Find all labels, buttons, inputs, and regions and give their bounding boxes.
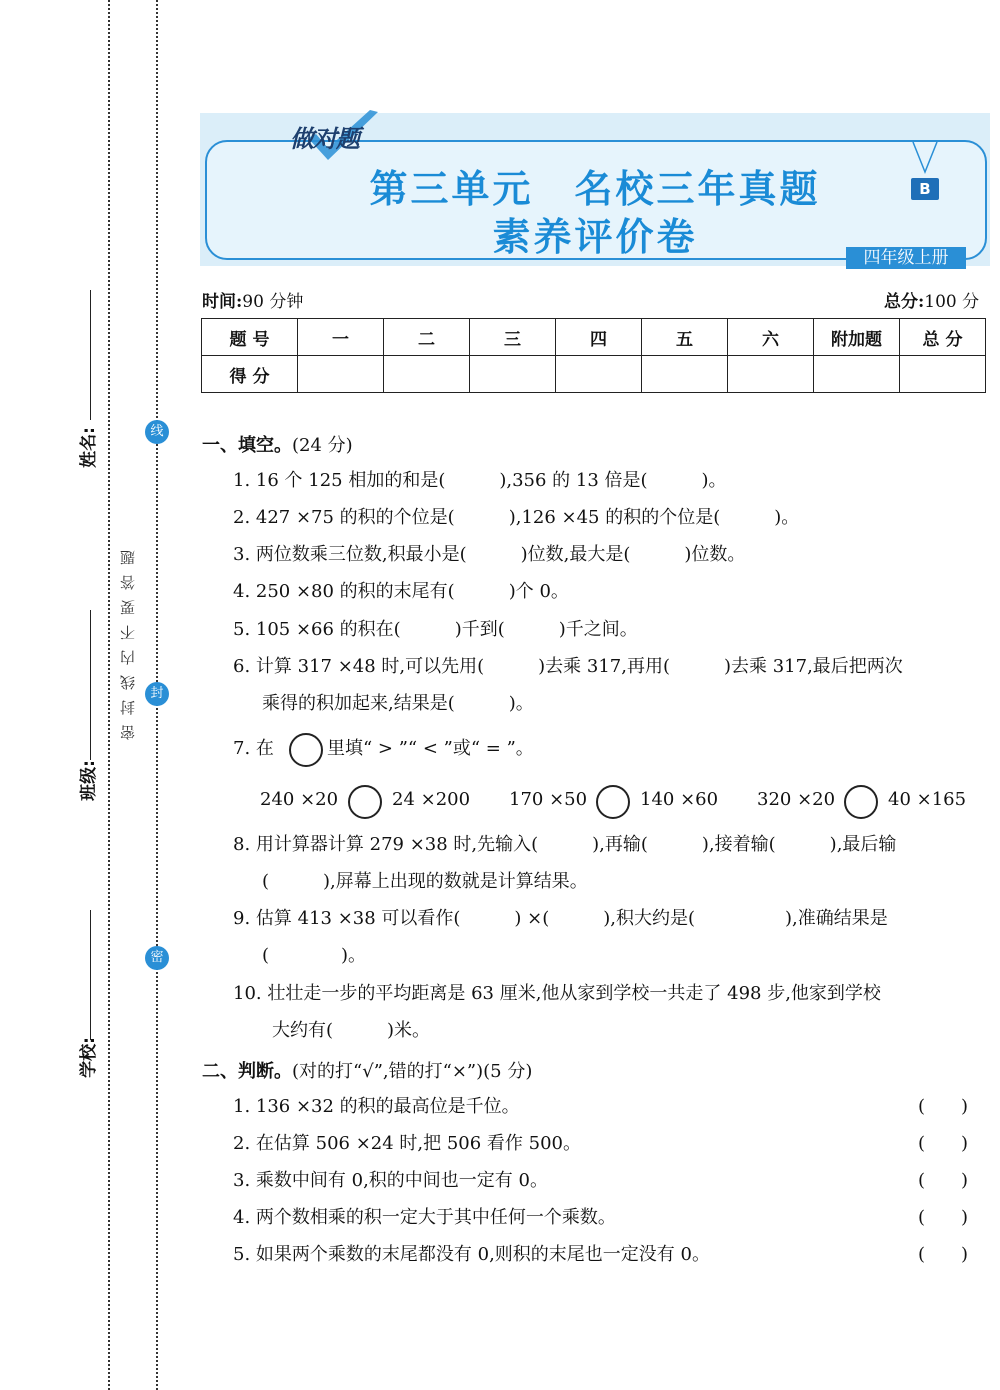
- score-cell[interactable]: [814, 356, 900, 393]
- question-1-9-line2: ( )。: [262, 945, 367, 966]
- score-cell[interactable]: [384, 356, 470, 393]
- score-row-label: 得 分: [202, 356, 298, 393]
- score-cell[interactable]: [900, 356, 986, 393]
- judge-item-5: 5. 如果两个乘数的末尾都没有 0,则积的末尾也一定没有 0。: [233, 1244, 710, 1265]
- question-1-9-line1: 9. 估算 413 ×38 可以看作( ) ×( ),积大约是( ),准确结果是: [233, 908, 888, 929]
- judge-answer-5[interactable]: ( ): [918, 1244, 969, 1265]
- score-header-cell: 六: [728, 319, 814, 356]
- section1-points: (24 分): [292, 435, 353, 456]
- total-info: [884, 287, 979, 312]
- total-value: 100 分: [924, 292, 980, 312]
- compare-3-left: 320 ×20: [757, 789, 836, 810]
- question-1-8-line2: ( ),屏幕上出现的数就是计算结果。: [262, 871, 588, 892]
- compare-1-left: 240 ×20: [260, 789, 339, 810]
- question-1-8-line1: 8. 用计算器计算 279 ×38 时,先输入( ),再输( ),接着输( ),最后输: [233, 834, 897, 855]
- question-1-6-line1: 6. 计算 317 ×48 时,可以先用( )去乘 317,再用( )去乘 317,最后把两次: [233, 656, 903, 677]
- question-1-7-pre: 7. 在: [233, 738, 274, 759]
- class-fill-line: [90, 610, 91, 760]
- compare-1-right: 24 ×200: [392, 789, 471, 810]
- version-tag: B: [911, 178, 939, 200]
- question-1-5: 5. 105 ×66 的积在( )千到( )千之间。: [233, 619, 638, 640]
- compare-1-circle[interactable]: [348, 785, 382, 819]
- score-value-row: [202, 356, 986, 393]
- question-1-4: 4. 250 ×80 的积的末尾有( )个 0。: [233, 581, 569, 602]
- school-label: 学校:: [78, 1037, 99, 1078]
- binding-dotted-line-outer: [108, 0, 110, 1390]
- judge-item-2: 2. 在估算 506 ×24 时,把 506 看作 500。: [233, 1133, 582, 1154]
- score-cell[interactable]: [642, 356, 728, 393]
- judge-answer-2[interactable]: ( ): [918, 1133, 969, 1154]
- question-1-10-line2: 大约有( )米。: [272, 1020, 431, 1041]
- compare-3-right: 40 ×165: [888, 789, 967, 810]
- total-label: 总分:: [884, 292, 925, 312]
- judge-item-3: 3. 乘数中间有 0,积的中间也一定有 0。: [233, 1170, 548, 1191]
- score-cell[interactable]: [470, 356, 556, 393]
- section2-instruction: (对的打“√”,错的打“×”)(5 分): [292, 1061, 533, 1082]
- judge-answer-1[interactable]: ( ): [918, 1096, 969, 1117]
- score-header-cell: 一: [298, 319, 384, 356]
- score-header-row: [202, 319, 986, 356]
- time-value: 90 分钟: [242, 292, 304, 312]
- question-1-10-line1: 10. 壮壮走一步的平均距离是 63 厘米,他从家到学校一共走了 498 步,他家到学校: [233, 983, 881, 1004]
- time-label: 时间:: [202, 292, 243, 312]
- compare-3-circle[interactable]: [844, 785, 878, 819]
- question-1-7-post: 里填“ > ”“ < ”或“ = ”。: [327, 738, 534, 759]
- grade-tag: 四年级上册: [846, 247, 966, 269]
- section2-title: 二、判断。: [202, 1061, 292, 1082]
- question-1-2: 2. 427 ×75 的积的个位是( ),126 ×45 的积的个位是( )。: [233, 507, 800, 528]
- judge-item-1: 1. 136 ×32 的积的最高位是千位。: [233, 1096, 520, 1117]
- score-header-cell: 四: [556, 319, 642, 356]
- section1-heading: [202, 431, 353, 457]
- badge-feng: 封: [145, 682, 169, 706]
- time-info: [202, 287, 303, 312]
- compare-2-right: 140 ×60: [640, 789, 719, 810]
- question-1-3: 3. 两位数乘三位数,积最小是( )位数,最大是( )位数。: [233, 544, 746, 565]
- score-table: [201, 318, 986, 393]
- score-cell[interactable]: [298, 356, 384, 393]
- score-cell[interactable]: [556, 356, 642, 393]
- compare-2-circle[interactable]: [596, 785, 630, 819]
- compare-2-left: 170 ×50: [509, 789, 588, 810]
- compare-circle-icon: [289, 733, 323, 767]
- brand-logo: 做对题: [290, 125, 359, 153]
- class-label: 班级:: [78, 760, 99, 801]
- ribbon-icon: [908, 142, 942, 180]
- score-cell[interactable]: [728, 356, 814, 393]
- page-title-line2: 素养评价卷: [492, 215, 698, 259]
- badge-mi: 密: [145, 946, 169, 970]
- judge-answer-4[interactable]: ( ): [918, 1207, 969, 1228]
- name-fill-line: [90, 290, 91, 420]
- school-fill-line: [90, 910, 91, 1040]
- score-header-cell: 题 号: [202, 319, 298, 356]
- score-header-cell: 总 分: [900, 319, 986, 356]
- badge-xian: 线: [145, 420, 169, 444]
- judge-item-4: 4. 两个数相乘的积一定大于其中任何一个乘数。: [233, 1207, 616, 1228]
- page-title-line1: 第三单元 名校三年真题: [369, 167, 821, 211]
- question-1-6-line2: 乘得的积加起来,结果是( )。: [262, 693, 534, 714]
- question-1-1: 1. 16 个 125 相加的和是( ),356 的 13 倍是( )。: [233, 470, 727, 491]
- score-header-cell: 三: [470, 319, 556, 356]
- score-header-cell: 五: [642, 319, 728, 356]
- score-header-cell: 二: [384, 319, 470, 356]
- score-header-cell: 附加题: [814, 319, 900, 356]
- seal-notice: 密封线内不要答题: [119, 540, 137, 740]
- section1-title: 一、填空。: [202, 435, 292, 456]
- name-label: 姓名:: [78, 427, 99, 468]
- judge-answer-3[interactable]: ( ): [918, 1170, 969, 1191]
- section2-heading: [202, 1057, 532, 1083]
